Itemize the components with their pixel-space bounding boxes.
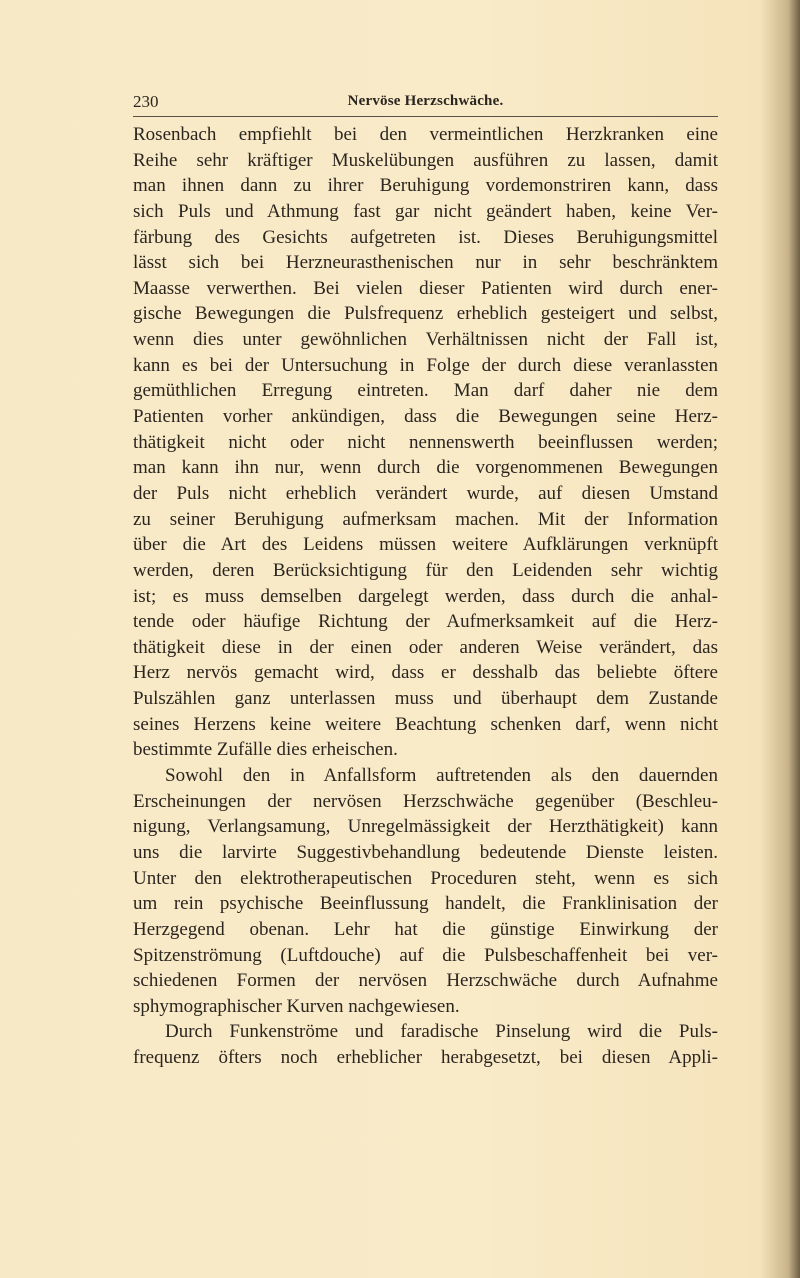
text-line: um rein psychische Beeinflussung handelt, die Franklinisation der bbox=[133, 893, 718, 915]
text-line: thätigkeit diese in der einen oder anderen Weise verändert, das bbox=[133, 636, 718, 658]
text-line: schiedenen Formen der nervösen Herzschwäche durch Aufnahme bbox=[133, 970, 718, 992]
text-line: gische Bewegungen die Pulsfrequenz erheblich gesteigert und selbst, bbox=[133, 303, 718, 325]
text-line: frequenz öfters noch erheblicher herabgesetzt, bei diesen Appli- bbox=[133, 1047, 718, 1069]
body-text bbox=[133, 122, 718, 1071]
text-line: färbung des Gesichts aufgetreten ist. Dieses Beruhigungsmittel bbox=[133, 226, 718, 248]
text-line: zu seiner Beruhigung aufmerksam machen. Mit der Information bbox=[133, 508, 718, 530]
text-line: Herz nervös gemacht wird, dass er desshalb das beliebte öftere bbox=[133, 662, 718, 684]
text-line: gemüthlichen Erregung eintreten. Man darf daher nie dem bbox=[133, 380, 718, 402]
text-line: sich Puls und Athmung fast gar nicht geändert haben, keine Ver- bbox=[133, 200, 718, 222]
text-line: lässt sich bei Herzneurasthenischen nur in sehr beschränktem bbox=[133, 252, 718, 274]
text-line: thätigkeit nicht oder nicht nennenswerth beeinflussen werden; bbox=[133, 431, 718, 453]
text-line: Sowohl den in Anfallsform auftretenden als den dauernden bbox=[165, 765, 718, 787]
text-line: sphymographischer Kurven nachgewiesen. bbox=[133, 995, 460, 1017]
text-line: Herzgegend obenan. Lehr hat die günstige Einwirkung der bbox=[133, 918, 718, 940]
text-line: Rosenbach empfiehlt bei den vermeintlichen Herzkranken eine bbox=[133, 124, 718, 145]
paragraph bbox=[133, 122, 718, 763]
text-line: Pulszählen ganz unterlassen muss und überhaupt dem Zustande bbox=[133, 688, 718, 710]
text-line: bestimmte Zufälle dies erheischen. bbox=[133, 739, 398, 761]
text-line: man kann ihn nur, wenn durch die vorgenommenen Bewegungen bbox=[133, 457, 718, 479]
text-line: wenn dies unter gewöhnlichen Verhältnissen nicht der Fall ist, bbox=[133, 329, 718, 351]
running-header bbox=[133, 92, 718, 117]
text-line: tende oder häufige Richtung der Aufmerksamkeit auf die Herz- bbox=[133, 611, 718, 633]
text-line: uns die larvirte Suggestivbehandlung bedeutende Dienste leisten. bbox=[133, 841, 718, 863]
text-line: Durch Funkenströme und faradische Pinselung wird die Puls- bbox=[165, 1021, 718, 1043]
text-line: ist; es muss demselben dargelegt werden, dass durch die anhal- bbox=[133, 585, 718, 607]
text-line: Maasse verwerthen. Bei vielen dieser Patienten wird durch ener- bbox=[133, 277, 718, 299]
paragraph bbox=[133, 1019, 718, 1070]
text-line: Spitzenströmung (Luftdouche) auf die Pulsbeschaffenheit bei ver- bbox=[133, 944, 718, 966]
paragraph bbox=[133, 763, 718, 1019]
text-line: man ihnen dann zu ihrer Beruhigung vordemonstriren kann, dass bbox=[133, 175, 718, 197]
text-line: werden, deren Berücksichtigung für den Leidenden sehr wichtig bbox=[133, 559, 718, 581]
text-line: nigung, Verlangsamung, Unregelmässigkeit der Herzthätigkeit) kann bbox=[133, 816, 718, 838]
page-number: 230 bbox=[133, 92, 159, 111]
text-line: Unter den elektrotherapeutischen Proceduren steht, wenn es sich bbox=[133, 867, 718, 889]
text-line: über die Art des Leidens müssen weitere Aufklärungen verknüpft bbox=[133, 534, 718, 556]
text-line: seines Herzens keine weitere Beachtung schenken darf, wenn nicht bbox=[133, 713, 718, 735]
text-line: Patienten vorher ankündigen, dass die Bewegungen seine Herz- bbox=[133, 406, 718, 428]
text-line: Reihe sehr kräftiger Muskelübungen ausführen zu lassen, damit bbox=[133, 149, 718, 171]
running-title: Nervöse Herzschwäche. bbox=[347, 93, 504, 109]
text-line: Erscheinungen der nervösen Herzschwäche gegenüber (Beschleu- bbox=[133, 790, 718, 812]
text-line: der Puls nicht erheblich verändert wurde, auf diesen Umstand bbox=[133, 482, 718, 504]
text-line: kann es bei der Untersuchung in Folge der durch diese veranlassten bbox=[133, 354, 718, 376]
